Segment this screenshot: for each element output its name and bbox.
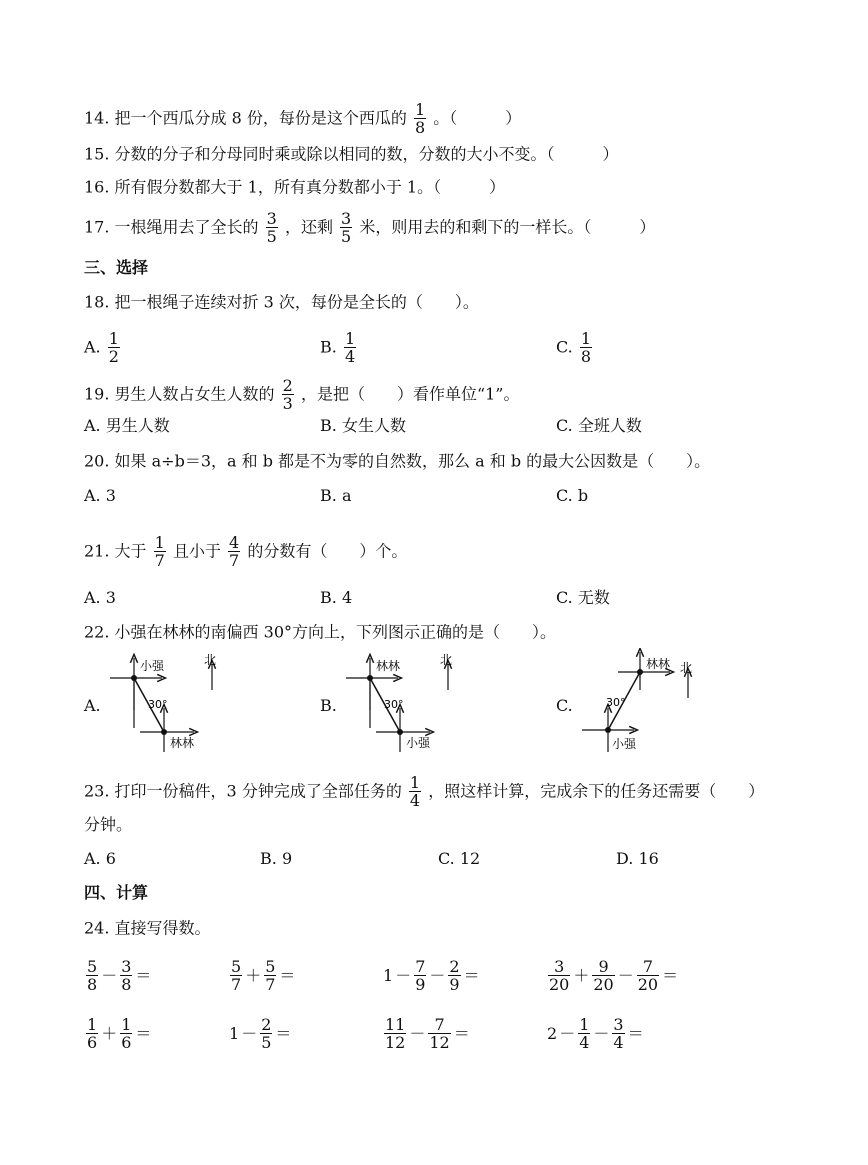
q22-text: 小强在林林的南偏西 30°方向上，下列图示正确的是（ ）。 xyxy=(114,622,556,642)
q20-option-b[interactable]: B. a xyxy=(320,486,352,505)
q24-text: 直接写得数。 xyxy=(114,918,211,938)
q21-fraction-2: $\frac{4}{7}$ xyxy=(229,533,240,570)
q17-text-mid: ，还剩 xyxy=(284,217,333,237)
q17-number: 17. xyxy=(84,217,110,237)
question-21 xyxy=(84,534,407,569)
diagram-b-bottom-label: 小强 xyxy=(406,736,431,750)
q14-answer-blank: 。（ ） xyxy=(433,108,522,128)
diagram-c-bottom-label: 小强 xyxy=(612,737,637,751)
q22-option-a-label[interactable]: A. xyxy=(84,696,101,715)
q23-text-end: ，照这样计算，完成余下的任务还需要（ ） xyxy=(428,781,765,801)
q20-option-c[interactable]: C. b xyxy=(556,486,589,505)
question-16 xyxy=(84,176,505,199)
calc-expression-2: $\frac{5}{7}$ ＋ $\frac{5}{7}$ ＝ xyxy=(231,957,296,994)
q19-fraction: $\frac{2}{3}$ xyxy=(282,376,293,413)
diagram-c-top-label: 林林 xyxy=(646,657,671,671)
question-14 xyxy=(84,101,521,136)
q21-text-start: 大于 xyxy=(114,541,147,561)
q19-option-a[interactable]: A. 男生人数 xyxy=(84,416,170,435)
question-23 xyxy=(84,774,764,809)
calc-expression-1: $\frac{5}{8}$ － $\frac{3}{8}$ ＝ xyxy=(87,957,152,994)
q14-fraction: $\frac{1}{8}$ xyxy=(415,100,426,137)
diagram-b-north: 北 xyxy=(440,653,453,667)
diagram-a-bottom-label: 林林 xyxy=(170,736,195,750)
q23-text-start: 打印一份稿件，3 分钟完成了全部任务的 xyxy=(114,781,402,801)
q19-option-b[interactable]: B. 女生人数 xyxy=(320,416,406,435)
q17-fraction-2: $\frac{3}{5}$ xyxy=(341,209,352,246)
q23-number: 23. xyxy=(84,781,110,801)
question-18 xyxy=(84,291,479,314)
q15-number: 15. xyxy=(84,144,110,164)
q18-option-b[interactable]: B. $\frac{1}{4}$ xyxy=(320,329,356,366)
q15-text: 分数的分子和分母同时乘或除以相同的数，分数的大小不变。（ ） xyxy=(114,144,619,164)
q22-option-b-label[interactable]: B. xyxy=(320,696,337,715)
section-heading-choice: 三、选择 xyxy=(84,258,149,277)
q19-number: 19. xyxy=(84,384,110,404)
q20-option-a[interactable]: A. 3 xyxy=(84,486,116,505)
q21-text-mid: 且小于 xyxy=(172,541,221,561)
q17-text-end: 米，则用去的和剩下的一样长。（ ） xyxy=(359,217,656,237)
q21-fraction-1: $\frac{1}{7}$ xyxy=(154,533,165,570)
q20-number: 20. xyxy=(84,451,110,471)
q17-fraction-1: $\frac{3}{5}$ xyxy=(266,209,277,246)
question-15 xyxy=(84,143,619,166)
section-heading-calc: 四、计算 xyxy=(84,883,149,902)
q21-text-end: 的分数有（ ）个。 xyxy=(247,541,408,561)
q18-option-a[interactable]: A. $\frac{1}{2}$ xyxy=(84,329,119,366)
question-20 xyxy=(84,450,710,473)
q21-option-c[interactable]: C. 无数 xyxy=(556,588,610,607)
q19-text-start: 男生人数占女生人数的 xyxy=(114,384,275,404)
q16-number: 16. xyxy=(84,177,110,197)
q22-number: 22. xyxy=(84,622,110,642)
calc-expression-6: 1 － $\frac{2}{5}$ ＝ xyxy=(229,1015,292,1052)
q18-number: 18. xyxy=(84,292,110,312)
calc-expression-5: $\frac{1}{6}$ ＋ $\frac{1}{6}$ ＝ xyxy=(87,1015,152,1052)
q18-text: 把一根绳子连续对折 3 次，每份是全长的（ ）。 xyxy=(114,292,479,312)
q14-number: 14. xyxy=(84,108,110,128)
q23-option-a[interactable]: A. 6 xyxy=(84,849,116,868)
diagram-a-top-label: 小强 xyxy=(140,659,165,673)
q22-option-a-diagram[interactable] xyxy=(100,648,230,764)
diagram-c-north: 北 xyxy=(680,661,693,675)
calc-expression-4: $\frac{3}{20}$ ＋ $\frac{9}{20}$ － $\frac{7}{20}$ ＝ xyxy=(549,957,679,994)
q17-text-start: 一根绳用去了全长的 xyxy=(114,217,259,237)
q21-number: 21. xyxy=(84,541,110,561)
diagram-b-top-label: 林林 xyxy=(376,659,401,673)
question-24 xyxy=(84,917,211,940)
diagram-a-angle: 30° xyxy=(148,698,168,711)
q19-text-end: ，是把（ ）看作单位“1”。 xyxy=(300,384,520,404)
question-22 xyxy=(84,621,556,644)
calc-expression-3: 1 － $\frac{7}{9}$ － $\frac{2}{9}$ ＝ xyxy=(383,957,480,994)
q22-option-b-diagram[interactable] xyxy=(336,648,466,764)
diagram-b-angle: 30° xyxy=(384,698,404,711)
q18-option-c[interactable]: C. $\frac{1}{8}$ xyxy=(556,329,592,366)
q20-text: 如果 a÷b＝3，a 和 b 都是不为零的自然数，那么 a 和 b 的最大公因数是（ ）。 xyxy=(114,451,711,471)
q24-number: 24. xyxy=(84,918,110,938)
q16-text: 所有假分数都大于 1，所有真分数都小于 1。（ ） xyxy=(114,177,506,197)
q23-option-b[interactable]: B. 9 xyxy=(260,849,293,868)
question-17 xyxy=(84,210,655,245)
q21-option-a[interactable]: A. 3 xyxy=(84,588,116,607)
q22-option-c-label[interactable]: C. xyxy=(556,696,573,715)
diagram-a-north: 北 xyxy=(204,653,217,667)
calc-expression-7: $\frac{11}{12}$ － $\frac{7}{12}$ ＝ xyxy=(385,1015,470,1052)
calc-expression-8: 2 － $\frac{1}{4}$ － $\frac{3}{4}$ ＝ xyxy=(547,1015,644,1052)
question-19 xyxy=(84,377,519,412)
q19-option-c[interactable]: C. 全班人数 xyxy=(556,416,642,435)
diagram-c-angle: 30° xyxy=(606,696,626,709)
q23-option-d[interactable]: D. 16 xyxy=(616,849,659,868)
q23-option-c[interactable]: C. 12 xyxy=(438,849,481,868)
q21-option-b[interactable]: B. 4 xyxy=(320,588,353,607)
q23-text-line2: 分钟。 xyxy=(84,815,133,834)
q22-option-c-diagram[interactable] xyxy=(572,648,702,764)
q23-fraction: $\frac{1}{4}$ xyxy=(409,773,421,810)
q14-text: 把一个西瓜分成 8 份，每份是这个西瓜的 xyxy=(114,108,407,128)
